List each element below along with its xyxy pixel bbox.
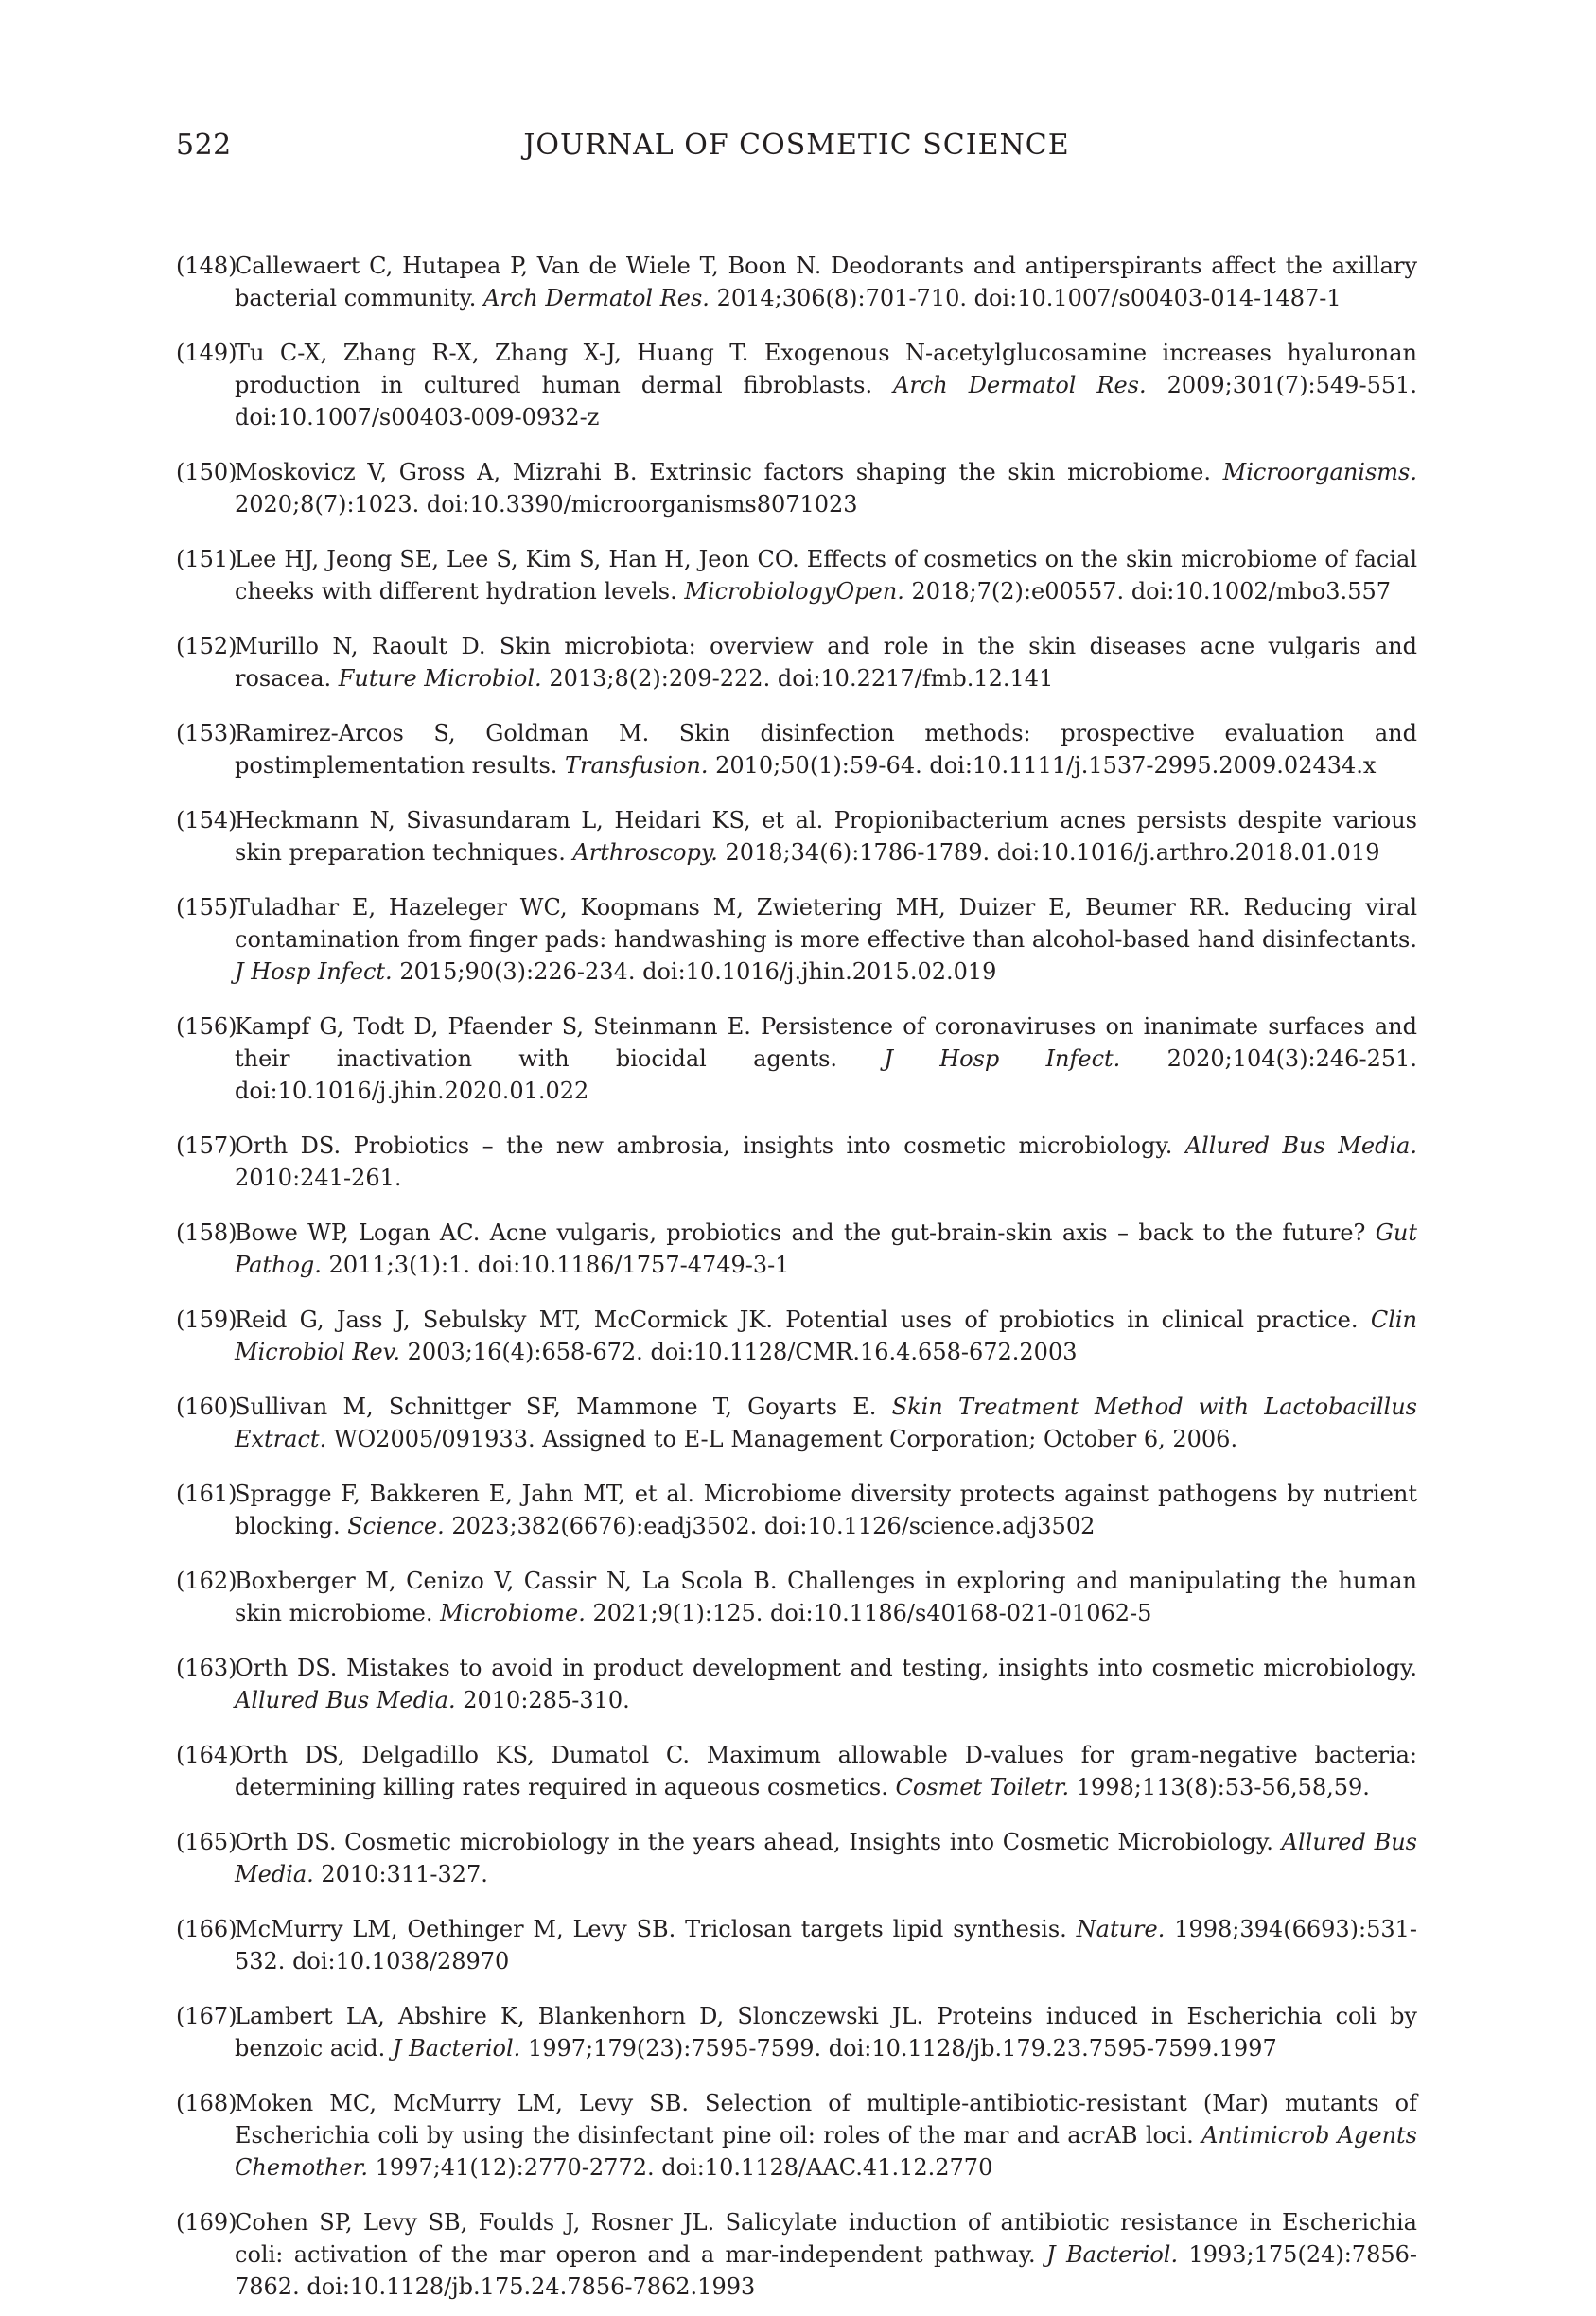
reference-journal: Science. <box>347 1513 445 1539</box>
reference-pages-doi: (3):226-234. doi:10.1016/j.jhin.2015.02.019 <box>494 958 997 985</box>
reference-number: (153) <box>176 720 237 746</box>
reference-pages-doi: (2):209-222. doi:10.2217/fmb.12.141 <box>628 665 1054 692</box>
reference-authors-title: Tuladhar E, Hazeleger WC, Koopmans M, Zwietering MH, Duizer E, Beumer RR. Reducing viral contamination from finger pads: handwashing is more effective than alcohol-based hand disinfectants. <box>235 894 1417 953</box>
reference-volume: 8 <box>300 491 315 518</box>
reference-number: (162) <box>176 1568 237 1594</box>
reference-journal: Microbiome. <box>440 1600 586 1626</box>
reference-item <box>176 2087 1417 2184</box>
reference-volume: 8 <box>614 665 629 692</box>
reference-number: (161) <box>176 1481 237 1507</box>
reference-number: (154) <box>176 807 237 833</box>
reference-volume: 306 <box>781 285 826 311</box>
reference-volume: 179 <box>593 2035 637 2062</box>
reference-journal: Transfusion. <box>565 752 709 779</box>
reference-authors-title: Murillo N, Raoult D. Skin microbiota: overview and role in the skin diseases acne vulgaris and rosacea. <box>235 633 1417 692</box>
reference-journal: MicrobiologyOpen. <box>684 578 904 605</box>
reference-pages-doi: (7):1023. doi:10.3390/microorganisms8071023 <box>314 491 858 518</box>
reference-journal: J Bacteriol. <box>392 2035 521 2062</box>
reference-year: 2018; <box>903 578 977 605</box>
reference-journal: Gut Pathog. <box>235 1219 1417 1278</box>
reference-authors-title: Orth DS. Probiotics – the new ambrosia, insights into cosmetic microbiology. <box>235 1132 1185 1159</box>
reference-journal: J Hosp Infect. <box>235 958 393 985</box>
reference-volume: 382 <box>517 1513 561 1539</box>
reference-authors-title: Boxberger M, Cenizo V, Cassir N, La Scola B. Challenges in exploring and manipulating the human skin microbiome. <box>235 1568 1417 1626</box>
reference-number: (166) <box>176 1916 237 1942</box>
reference-journal: Arch Dermatol Res. <box>483 285 710 311</box>
reference-number: (148) <box>176 253 237 279</box>
reference-pages-doi: (6676):eadj3502. doi:10.1126/science.adj3502 <box>560 1513 1096 1539</box>
reference-authors-title: Lee HJ, Jeong SE, Lee S, Kim S, Han H, Jeon CO. Effects of cosmetics on the skin microbiome of facial cheeks with different hydration levels. <box>235 546 1417 605</box>
reference-volume: 104 <box>1232 1045 1276 1072</box>
reference-volume: 41 <box>440 2154 470 2181</box>
reference-pages-doi: (12):2770-2772. doi:10.1128/AAC.41.12.2770 <box>469 2154 993 2181</box>
reference-journal: Allured Bus Media. <box>235 1687 456 1713</box>
reference-authors-title: Spragge F, Bakkeren E, Jahn MT, et al. Microbiome diversity protects against pathogens by nutrient blocking. <box>235 1481 1417 1539</box>
reference-number: (157) <box>176 1132 237 1159</box>
reference-pages-doi: (8):701-710. doi:10.1007/s00403-014-1487-1 <box>825 285 1342 311</box>
reference-authors-title: Kampf G, Todt D, Pfaender S, Steinmann E. Persistence of coronaviruses on inanimate surfaces and their inactivation with biocidal agents. <box>235 1013 1417 1072</box>
reference-volume: 394 <box>1239 1916 1284 1942</box>
reference-item <box>176 1565 1417 1629</box>
reference-volume: 50 <box>780 752 810 779</box>
reference-year: 1997; <box>368 2154 441 2181</box>
reference-year: 2009; <box>1146 372 1233 398</box>
reference-item <box>176 456 1417 520</box>
reference-journal: Cosmet Toiletr. <box>895 1774 1070 1800</box>
reference-item <box>176 543 1417 607</box>
reference-journal: J Hosp Infect. <box>884 1045 1121 1072</box>
reference-year: 2003; <box>400 1339 473 1365</box>
reference-year: 2013; <box>541 665 615 692</box>
reference-pages-doi: (6):1786-1789. doi:10.1016/j.arthro.2018.01.019 <box>819 839 1380 866</box>
reference-pages-doi: (8):53-56,58,59. <box>1184 1774 1370 1800</box>
reference-volume: 113 <box>1141 1774 1185 1800</box>
reference-volume: 16 <box>472 1339 502 1365</box>
page-header <box>176 129 1417 170</box>
reference-volume: 90 <box>465 958 495 985</box>
reference-pages-doi: (1):125. doi:10.1186/s40168-021-01062-5 <box>672 1600 1152 1626</box>
reference-year: 2010; <box>708 752 781 779</box>
reference-year: 2015; <box>392 958 465 985</box>
reference-authors-title: Cohen SP, Levy SB, Foulds J, Rosner JL. Salicylate induction of antibiotic resistance in Escherichia coli: activation of the mar operon and a mar-independent pathway. <box>235 2209 1417 2268</box>
reference-journal: J Bacteriol. <box>1045 2241 1179 2268</box>
journal-title: JOURNAL OF COSMETIC SCIENCE <box>523 129 1070 162</box>
reference-authors-title: Bowe WP, Logan AC. Acne vulgaris, probiotics and the gut-brain-skin axis – back to the future? <box>235 1219 1376 1246</box>
reference-item <box>176 1217 1417 1281</box>
reference-number: (149) <box>176 340 237 366</box>
reference-list <box>176 227 1417 2316</box>
reference-item <box>176 1826 1417 1890</box>
reference-year: 2020; <box>1120 1045 1233 1072</box>
reference-item <box>176 1304 1417 1368</box>
reference-pages-doi: (1):1. doi:10.1186/1757-4749-3-1 <box>409 1252 790 1278</box>
reference-volume: 3 <box>394 1252 409 1278</box>
reference-year: 2010:241-261. <box>235 1165 402 1191</box>
reference-journal: Future Microbiol. <box>338 665 542 692</box>
reference-journal: Arthroscopy. <box>572 839 718 866</box>
reference-item <box>176 717 1417 781</box>
reference-year: 2011; <box>321 1252 395 1278</box>
page-number: 522 <box>176 129 232 162</box>
reference-number: (167) <box>176 2003 237 2029</box>
reference-pages-doi: (24):7856-7862. doi:10.1128/jb.175.24.7856-7862.1993 <box>235 2241 1417 2300</box>
reference-authors-title: Moskovicz V, Gross A, Mizrahi B. Extrinsic factors shaping the skin microbiome. <box>235 459 1223 485</box>
reference-number: (164) <box>176 1742 237 1768</box>
reference-volume: 175 <box>1254 2241 1298 2268</box>
reference-journal: Allured Bus Media. <box>235 1829 1417 1887</box>
reference-journal: Arch Dermatol Res. <box>893 372 1147 398</box>
reference-item <box>176 2206 1417 2303</box>
reference-number: (155) <box>176 894 237 921</box>
reference-item <box>176 1010 1417 1107</box>
reference-item <box>176 1130 1417 1194</box>
reference-number: (165) <box>176 1829 237 1855</box>
reference-item <box>176 250 1417 314</box>
reference-year: 2021; <box>585 1600 658 1626</box>
reference-year: 2010:311-327. <box>313 1861 488 1887</box>
reference-year: 2010:285-310. <box>455 1687 630 1713</box>
reference-journal: Microorganisms. <box>1222 459 1417 485</box>
reference-item <box>176 337 1417 433</box>
reference-pages-doi: (4):658-672. doi:10.1128/CMR.16.4.658-672.2003 <box>501 1339 1078 1365</box>
reference-year: 1993; <box>1178 2241 1254 2268</box>
reference-year: WO2005/091933. Assigned to E-L Management Corporation; October 6, 2006. <box>326 1426 1238 1452</box>
reference-pages-doi: (1):59-64. doi:10.1111/j.1537-2995.2009.02434.x <box>809 752 1377 779</box>
reference-authors-title: Callewaert C, Hutapea P, Van de Wiele T, Boon N. Deodorants and antiperspirants affect the axillary bacterial community. <box>235 253 1417 311</box>
reference-item <box>176 1652 1417 1716</box>
reference-number: (168) <box>176 2090 237 2116</box>
reference-authors-title: Orth DS. Mistakes to avoid in product development and testing, insights into cosmetic microbiology. <box>235 1655 1417 1681</box>
reference-number: (160) <box>176 1394 237 1420</box>
reference-pages-doi: (2):e00557. doi:10.1002/mbo3.557 <box>991 578 1391 605</box>
reference-year: 2018; <box>717 839 791 866</box>
reference-pages-doi: (3):246-251. doi:10.1016/j.jhin.2020.01.022 <box>235 1045 1417 1104</box>
reference-number: (150) <box>176 459 237 485</box>
reference-pages-doi: (6693):531-532. doi:10.1038/28970 <box>235 1916 1418 1974</box>
reference-authors-title: Heckmann N, Sivasundaram L, Heidari KS, et al. Propionibacterium acnes persists despite various skin preparation techniques. <box>235 807 1417 866</box>
reference-number: (151) <box>176 546 237 572</box>
reference-item <box>176 2000 1417 2064</box>
reference-volume: 34 <box>790 839 820 866</box>
reference-authors-title: Lambert LA, Abshire K, Blankenhorn D, Slonczewski JL. Proteins induced in Escherichia coli by benzoic acid. <box>235 2003 1417 2062</box>
reference-authors-title: McMurry LM, Oethinger M, Levy SB. Triclosan targets lipid synthesis. <box>235 1916 1077 1942</box>
reference-number: (169) <box>176 2209 237 2236</box>
reference-year: 1998; <box>1069 1774 1142 1800</box>
reference-year: 1998; <box>1165 1916 1240 1942</box>
reference-number: (158) <box>176 1219 237 1246</box>
reference-year: 2014; <box>709 285 782 311</box>
reference-authors-title: Orth DS. Cosmetic microbiology in the years ahead, Insights into Cosmetic Microbiology. <box>235 1829 1282 1855</box>
reference-volume: 7 <box>976 578 991 605</box>
reference-year: 1997; <box>520 2035 594 2062</box>
reference-journal: Skin Treatment Method with Lactobacillus Extract. <box>235 1394 1417 1452</box>
reference-number: (163) <box>176 1655 237 1681</box>
reference-journal: Nature. <box>1076 1916 1166 1942</box>
reference-journal: Clin Microbiol Rev. <box>235 1307 1417 1365</box>
reference-number: (152) <box>176 633 237 659</box>
reference-journal: Antimicrob Agents Chemother. <box>235 2122 1417 2181</box>
reference-authors-title: Reid G, Jass J, Sebulsky MT, McCormick JK. Potential uses of probiotics in clinical practice. <box>235 1307 1371 1333</box>
reference-item <box>176 1478 1417 1542</box>
reference-authors-title: Tu C-X, Zhang R-X, Zhang X-J, Huang T. Exogenous N-acetylglucosamine increases hyaluronan production in cultured human dermal fibroblasts. <box>235 340 1417 398</box>
reference-item <box>176 1913 1417 1977</box>
reference-authors-title: Ramirez-Arcos S, Goldman M. Skin disinfection methods: prospective evaluation and postimplementation results. <box>235 720 1417 779</box>
reference-authors-title: Orth DS, Delgadillo KS, Dumatol C. Maximum allowable D-values for gram-negative bacteria: determining killing rates required in aqueous cosmetics. <box>235 1742 1417 1800</box>
reference-year: 2023; <box>444 1513 517 1539</box>
reference-year: 2020; <box>235 491 301 518</box>
reference-pages-doi: (23):7595-7599. doi:10.1128/jb.179.23.7595-7599.1997 <box>636 2035 1277 2062</box>
reference-volume: 301 <box>1232 372 1276 398</box>
reference-journal: Allured Bus Media. <box>1184 1132 1417 1159</box>
reference-pages-doi: (7):549-551. doi:10.1007/s00403-009-0932-z <box>235 372 1417 430</box>
reference-authors-title: Sullivan M, Schnittger SF, Mammone T, Goyarts E. <box>235 1394 892 1420</box>
reference-number: (159) <box>176 1307 237 1333</box>
reference-number: (156) <box>176 1013 237 1040</box>
reference-item <box>176 891 1417 988</box>
reference-item <box>176 1739 1417 1803</box>
reference-volume: 9 <box>658 1600 673 1626</box>
reference-authors-title: Moken MC, McMurry LM, Levy SB. Selection of multiple-antibiotic-resistant (Mar) mutants of Escherichia coli by using the disinfectant pine oil: roles of the mar and acrAB loci. <box>235 2090 1417 2149</box>
reference-item <box>176 1391 1417 1455</box>
reference-item <box>176 630 1417 694</box>
reference-item <box>176 804 1417 868</box>
